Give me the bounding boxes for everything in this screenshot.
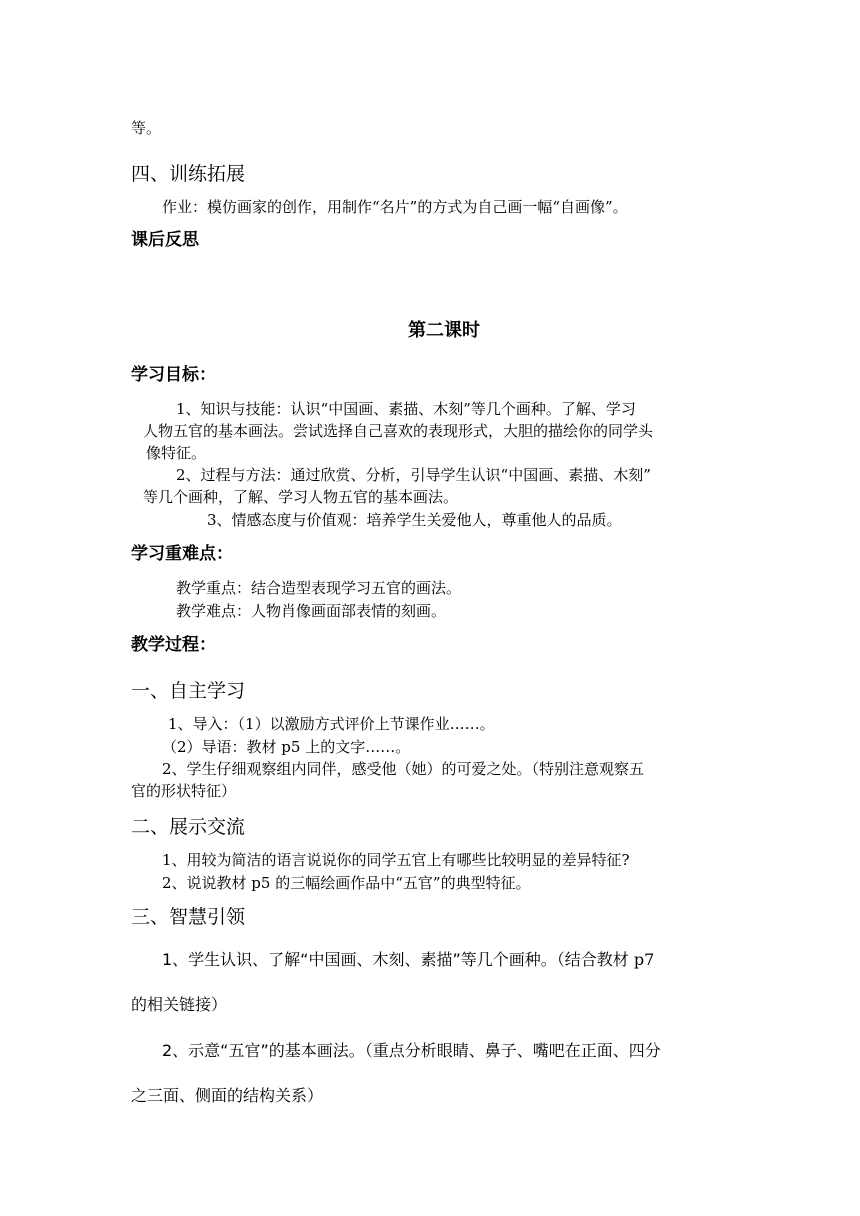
teaching-difficulty: 教学难点：人物肖像画面部表情的刻画。 xyxy=(176,602,447,620)
objective-2-line-2: 等几个画种，了解、学习人物五官的基本画法。 xyxy=(143,488,459,506)
objective-2-line-1: 2、过程与方法：通过欣赏、分析，引导学生认识“中国画、素描、木刻” xyxy=(176,466,651,484)
objectives-heading: 学习目标： xyxy=(131,365,216,385)
part2-line-1: 1、用较为简洁的语言说说你的同学五官上有哪些比较明显的差异特征? xyxy=(162,851,630,869)
process-heading: 教学过程： xyxy=(131,635,216,655)
part1-line-4: 官的形状特征） xyxy=(131,782,237,800)
part3-item-1-text: 1、学生认识、了解“中国画、木刻、素描”等几个画种。（结合 xyxy=(162,950,597,969)
reflection-heading: 课后反思 xyxy=(131,230,199,250)
part2-heading: 二、展示交流 xyxy=(131,816,246,838)
part3-item-1-textbook-ref: 教材 p7 xyxy=(596,950,655,969)
teaching-focus: 教学重点：结合造型表现学习五官的画法。 xyxy=(176,579,462,597)
key-points-heading: 学习重难点： xyxy=(131,544,233,564)
part3-heading: 三、智慧引领 xyxy=(131,906,246,928)
objective-1-line-3: 像特征。 xyxy=(146,444,207,462)
part3-item-1-line-2: 的相关链接） xyxy=(131,995,228,1014)
part1-line-3: 2、学生仔细观察组内同伴，感受他（她）的可爱之处。（特别注意观察五 xyxy=(162,760,645,778)
previous-text-fragment: 等。 xyxy=(131,119,162,137)
objective-1-line-1: 1、知识与技能：认识“中国画、素描、木刻”等几个画种。了解、学习 xyxy=(176,400,636,418)
lesson-title: 第二课时 xyxy=(408,320,480,341)
objective-3: 3、情感态度与价值观：培养学生关爱他人，尊重他人的品质。 xyxy=(207,511,622,529)
part1-line-1: 1、导入：（1）以激励方式评价上节课作业……。 xyxy=(168,715,495,733)
part3-item-2-line-1: 2、示意“五官”的基本画法。（重点分析眼睛、鼻子、嘴吧在正面、四分 xyxy=(162,1041,661,1060)
part2-line-2: 2、说说教材 p5 的三幅绘画作品中“五官”的典型特征。 xyxy=(162,874,531,892)
part1-line-2: （2）导语：教材 p5 上的文字……。 xyxy=(162,738,411,756)
objective-1-line-2: 人物五官的基本画法。尝试选择自己喜欢的表现形式，大胆的描绘你的同学头 xyxy=(143,422,654,440)
part3-item-2-line-2: 之三面、侧面的结构关系） xyxy=(131,1086,324,1105)
section-heading-training: 四、训练拓展 xyxy=(131,163,246,185)
part1-heading: 一、自主学习 xyxy=(131,680,246,702)
homework-text: 作业：模仿画家的创作，用制作“名片”的方式为自己画一幅“自画像”。 xyxy=(162,198,628,216)
part3-item-1-line-1 xyxy=(162,952,654,968)
